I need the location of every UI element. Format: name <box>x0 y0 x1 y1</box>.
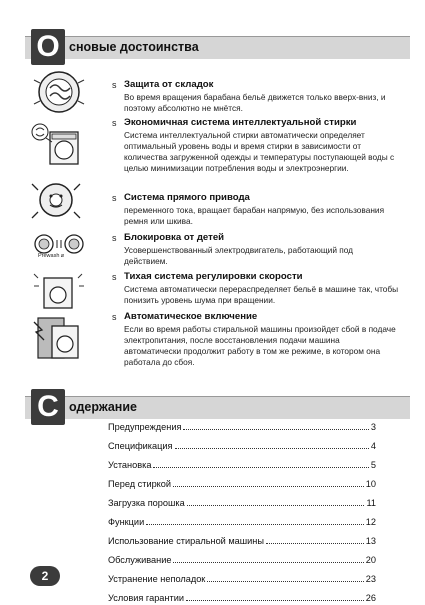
feature-title: Автоматическое включение <box>124 311 258 322</box>
leader-dots <box>186 592 364 601</box>
auto-restart-illustration <box>28 312 90 362</box>
toc-title: Устранение неполадок <box>108 574 206 584</box>
section-initial-letter: С <box>31 389 65 425</box>
toc-entry[interactable] <box>108 459 376 472</box>
feature-description: Если во время работы стиральной машины произойдет сбой в подаче электропитания, после восстановления подачи машина автоматически продолжит работу в том же режиме, в котором она работала до сбоя. <box>124 324 396 367</box>
toc-page: 20 <box>365 555 376 565</box>
leader-dots <box>187 497 365 506</box>
toc-page: 4 <box>370 441 376 451</box>
feature-description: Система интеллектуальной стирки автоматически определяет оптимальный уровень воды и время стирки в зависимости от количества загруженной одежды и температуры поступающей воды с целью минимизации потребления воды и электроэнергии. <box>124 130 395 173</box>
feature-description: Система автоматически перераспределяет бельё в машине так, чтобы понизить уровень шума при вращении. <box>124 284 399 305</box>
toc-page: 12 <box>365 517 376 527</box>
section-initial-letter: О <box>31 29 65 65</box>
feature-description: переменного тока, вращает барабан напрямую, без использования ремня или шкива. <box>124 205 385 226</box>
toc-title: Использование стиральной машины <box>108 536 264 546</box>
toc-title: Предупреждения <box>108 422 182 432</box>
toc-entry[interactable] <box>108 573 376 586</box>
page-number-badge: 2 <box>30 566 60 586</box>
leader-dots <box>153 459 368 468</box>
section-header-contents <box>25 390 410 423</box>
drum-wash-illustration <box>28 68 90 116</box>
leader-dots <box>266 535 364 544</box>
child-lock-label: Prewash ⌀ <box>38 253 65 259</box>
toc-title: Загрузка порошка <box>108 498 185 508</box>
quiet-washer-illustration <box>28 270 90 310</box>
toc-title: Условия гарантии <box>108 593 184 603</box>
leader-dots <box>173 478 364 487</box>
feature-description: Во время вращения барабана бельё движется только вверх-вниз, и поэтому абсолютно не мнётся. <box>124 92 386 113</box>
toc-entry[interactable] <box>108 592 376 605</box>
leader-dots <box>183 421 368 430</box>
feature-title: Блокировка от детей <box>124 232 225 243</box>
bullet: s <box>112 193 117 203</box>
section-header-features <box>25 30 410 63</box>
feature-title: Защита от складок <box>124 79 214 90</box>
toc-title: Обслуживание <box>108 555 172 565</box>
toc-page: 5 <box>370 460 376 470</box>
toc-title: Установка <box>108 460 152 470</box>
feature-title: Система прямого привода <box>124 192 250 203</box>
feature-title: Экономичная система интеллектуальной стирки <box>124 117 357 128</box>
toc-entry[interactable] <box>108 516 376 529</box>
leader-dots <box>173 554 363 563</box>
leader-dots <box>207 573 363 582</box>
child-lock-illustration <box>28 228 90 268</box>
feature-description: Усовершенствованный электродвигатель, работающий под действием. <box>124 245 354 266</box>
bullet: s <box>112 312 117 322</box>
section-title: одержание <box>69 400 137 414</box>
toc-page: 10 <box>365 479 376 489</box>
toc-entry[interactable] <box>108 554 376 567</box>
direct-drive-motor-illustration <box>28 174 90 224</box>
leader-dots <box>175 440 369 449</box>
toc-page: 13 <box>365 536 376 546</box>
leader-dots <box>146 516 364 525</box>
feature-title: Тихая система регулировки скорости <box>124 271 303 282</box>
toc-page: 23 <box>365 574 376 584</box>
toc-title: Перед стиркой <box>108 479 172 489</box>
bullet: s <box>112 272 117 282</box>
toc-entry[interactable] <box>108 497 376 510</box>
toc-entry[interactable] <box>108 535 376 548</box>
bullet: s <box>112 233 117 243</box>
toc-entry[interactable] <box>108 440 376 453</box>
smart-washer-illustration <box>28 118 90 168</box>
bullet: s <box>112 118 117 128</box>
toc-page: 26 <box>365 593 376 603</box>
bullet: s <box>112 80 117 90</box>
section-title: сновые достоинства <box>69 40 199 54</box>
toc-title: Спецификация <box>108 441 173 451</box>
toc-entry[interactable] <box>108 478 376 491</box>
toc-page: 11 <box>366 498 376 508</box>
toc-entry[interactable] <box>108 421 376 434</box>
toc-title: Функции <box>108 517 145 527</box>
toc-page: 3 <box>370 422 376 432</box>
